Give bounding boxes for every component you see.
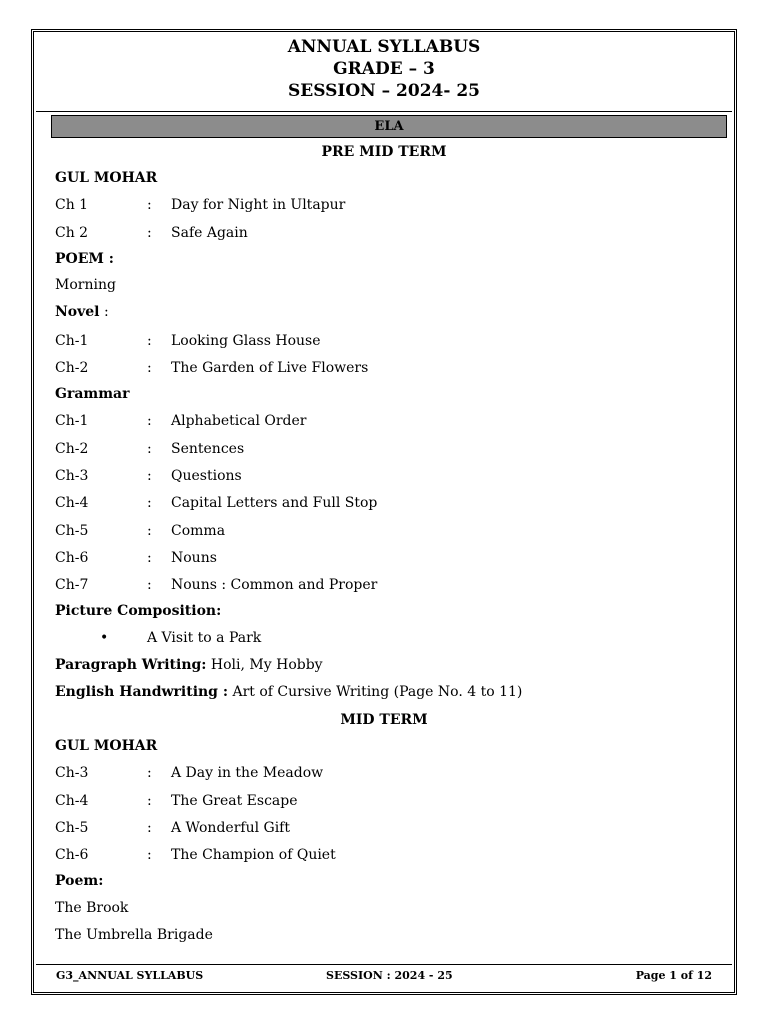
chapter-row [55,576,377,594]
poem-item: The Brook [55,900,129,916]
chapter-number: Ch-5 [55,820,89,836]
chapter-row [55,792,298,810]
chapter-title: Alphabetical Order [171,413,307,429]
chapter-title: Capital Letters and Full Stop [171,495,378,511]
colon: : [147,495,152,511]
colon: : [147,523,152,539]
handwriting-row [55,684,522,700]
chapter-number: Ch-4 [55,495,89,511]
chapter-title: A Wonderful Gift [171,820,290,836]
chapter-title: Nouns [171,550,217,566]
poem-heading: POEM : [55,251,114,267]
footer-document-name: G3_ANNUAL SYLLABUS [56,969,204,982]
chapter-number: Ch-6 [55,550,89,566]
chapter-row [55,764,323,782]
footer-page-number: Page 1 of 12 [635,969,712,982]
chapter-row [55,467,242,485]
chapter-row [55,819,290,837]
colon: : [147,360,152,376]
grade-label: GRADE – 3 [333,59,435,79]
novel-heading: Novel [55,304,100,320]
chapter-number: Ch 2 [55,225,89,241]
colon: : [147,333,152,349]
colon: : [147,577,152,593]
chapter-title: Looking Glass House [171,333,321,349]
chapter-title: Nouns : Common and Proper [171,577,378,593]
colon: : [147,413,152,429]
bullet-text: A Visit to a Park [147,630,262,646]
chapter-number: Ch-5 [55,523,89,539]
chapter-number: Ch-2 [55,360,89,376]
chapter-row [55,846,336,864]
gul-mohar-heading: GUL MOHAR [55,738,158,754]
bullet-icon: • [100,630,109,646]
colon: : [147,550,152,566]
subject-bar: ELA [51,115,727,138]
paragraph-writing-label: Paragraph Writing: [55,657,207,673]
pre-mid-term-heading: PRE MID TERM [321,144,447,160]
colon: : [147,441,152,457]
footer-session: SESSION : 2024 - 25 [326,969,453,982]
mid-term-heading: MID TERM [340,712,428,728]
poem-item: The Umbrella Brigade [55,927,213,943]
novel-heading-row [55,304,109,320]
picture-composition-heading: Picture Composition: [55,603,222,619]
chapter-title: Sentences [171,441,245,457]
chapter-number: Ch-3 [55,468,89,484]
document-title: ANNUAL SYLLABUS [287,37,481,57]
colon: : [147,225,152,241]
chapter-title: The Garden of Live Flowers [171,360,369,376]
chapter-row [55,440,244,458]
page-footer [36,964,732,988]
colon: : [147,197,152,213]
chapter-row [55,196,345,214]
paragraph-writing-value: Holi, My Hobby [206,657,323,673]
poem-item: Morning [55,277,116,293]
chapter-title: The Champion of Quiet [171,847,336,863]
chapter-number: Ch 1 [55,197,89,213]
chapter-title: Comma [171,523,226,539]
paragraph-writing-row [55,657,323,673]
document-header [36,34,732,112]
colon: : [147,820,152,836]
chapter-number: Ch-7 [55,577,89,593]
chapter-row [55,549,217,567]
chapter-row [55,522,225,540]
chapter-number: Ch-1 [55,333,89,349]
chapter-title: Safe Again [171,225,248,241]
handwriting-label: English Handwriting : [55,684,229,700]
chapter-row [55,494,377,512]
chapter-row [55,224,248,242]
novel-heading-suffix: : [99,304,109,320]
colon: : [147,765,152,781]
colon: : [147,847,152,863]
chapter-title: Questions [171,468,242,484]
chapter-row [55,332,321,350]
colon: : [147,468,152,484]
chapter-title: Day for Night in Ultapur [171,197,346,213]
gul-mohar-heading: GUL MOHAR [55,170,158,186]
poem-heading: Poem: [55,873,104,889]
chapter-title: A Day in the Meadow [171,765,324,781]
chapter-number: Ch-3 [55,765,89,781]
chapter-number: Ch-1 [55,413,89,429]
grammar-heading: Grammar [55,386,130,402]
chapter-number: Ch-4 [55,793,89,809]
chapter-number: Ch-6 [55,847,89,863]
session-label: SESSION – 2024- 25 [288,81,480,101]
bullet-item [100,630,261,646]
colon: : [147,793,152,809]
chapter-title: The Great Escape [171,793,298,809]
chapter-row [55,412,307,430]
chapter-number: Ch-2 [55,441,89,457]
chapter-row [55,359,368,377]
handwriting-value: Art of Cursive Writing (Page No. 4 to 11) [228,684,523,700]
